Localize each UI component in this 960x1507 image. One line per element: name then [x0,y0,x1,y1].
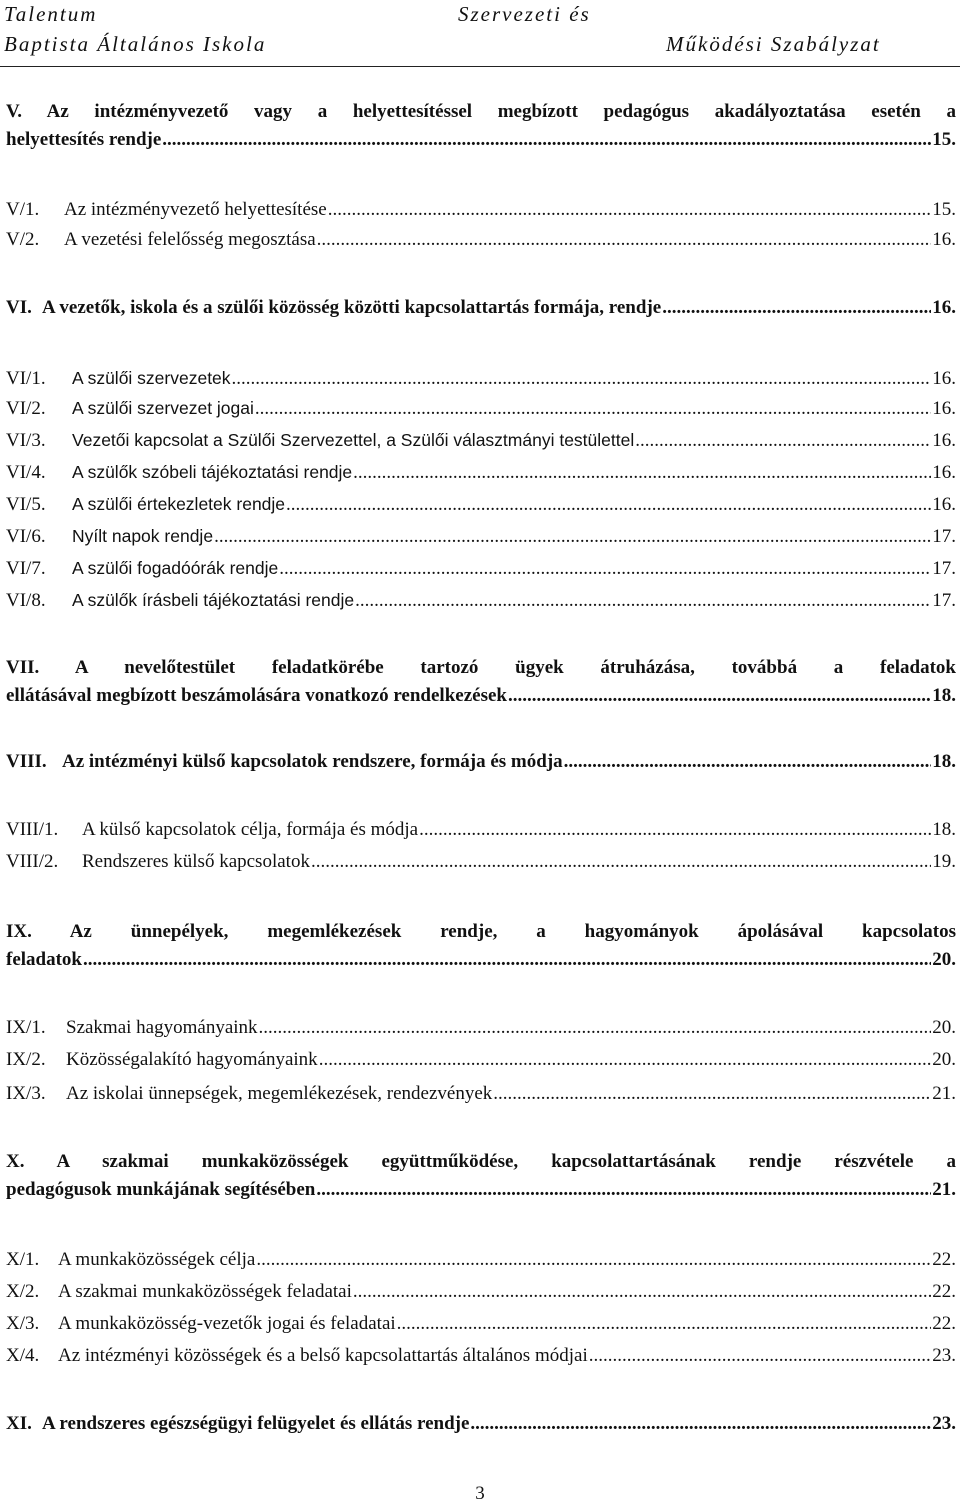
toc-entry-v-1[interactable]: V/1. Az intézményvezető helyettesítése ..... 15. [6,196,956,224]
header-right-line1: Szervezeti és [458,2,591,26]
toc-heading-line[interactable]: IX. Az ünnepélyek, megemlékezések rendje, a hagyományok ápolásával kapcsolatos [6,921,956,942]
toc-entry-v[interactable]: helyettesítés rendje ..... 15. [6,126,956,154]
toc-entry-x-4[interactable]: X/4. Az intézményi közösségek és a belső kapcsolattartás általános módjai ..... 23. [6,1342,956,1370]
toc-entry-vi-3[interactable]: VI/3. Vezetői kapcsolat a Szülői Szervezettel, a Szülői választmányi testülettel ..... 16. [6,426,956,454]
toc-entry-x[interactable]: pedagógusok munkájának segítésében ..... 21. [6,1176,956,1204]
toc-entry-vi-7[interactable]: VI/7. A szülői fogadóórák rendje ..... 17. [6,554,956,582]
toc-entry-vi-1[interactable]: VI/1. A szülői szervezetek ..... 16. [6,364,956,392]
toc-entry-ix[interactable]: feladatok ..... 20. [6,946,956,974]
toc-entry-vi-5[interactable]: VI/5. A szülői értekezletek rendje ..... 16. [6,490,956,518]
toc-entry-viii-1[interactable]: VIII/1. A külső kapcsolatok célja, formája és módja ..... 18. [6,816,956,844]
toc-entry-xi[interactable]: XI. A rendszeres egészségügyi felügyelet és ellátás rendje ..... 23. [6,1410,956,1438]
toc-entry-vi-4[interactable]: VI/4. A szülők szóbeli tájékoztatási rendje ..... 16. [6,458,956,486]
toc-entry-viii-2[interactable]: VIII/2. Rendszeres külső kapcsolatok ..... 19. [6,848,956,876]
toc-entry-vi-2[interactable]: VI/2. A szülői szervezet jogai ..... 16. [6,394,956,422]
toc-entry-ix-1[interactable]: IX/1. Szakmai hagyományaink ..... 20. [6,1014,956,1042]
header-left-line1: Talentum [4,2,98,26]
toc-heading-line[interactable]: V. Az intézményvezető vagy a helyettesítéssel megbízott pedagógus akadályoztatása esetén a [6,101,956,122]
toc-entry-v-2[interactable]: V/2. A vezetési felelősség megosztása ..... 16. [6,226,956,254]
toc-heading-line[interactable]: X. A szakmai munkaközösségek együttműködése, kapcsolattartásának rendje részvétele a [6,1151,956,1172]
toc-entry-vi-6[interactable]: VI/6. Nyílt napok rendje ..... 17. [6,522,956,550]
header-left-line2: Baptista Általános Iskola [4,32,267,56]
toc-entry-vii[interactable]: ellátásával megbízott beszámolására vonatkozó rendelkezések ..... 18. [6,682,956,710]
toc-entry-vi-8[interactable]: VI/8. A szülők írásbeli tájékoztatási rendje ..... 17. [6,586,956,614]
header-right-line2: Működési Szabályzat [666,32,881,56]
toc-entry-x-2[interactable]: X/2. A szakmai munkaközösségek feladatai ..... 22. [6,1278,956,1306]
toc-entry-x-3[interactable]: X/3. A munkaközösség-vezetők jogai és feladatai ..... 22. [6,1310,956,1338]
toc-entry-x-1[interactable]: X/1. A munkaközösségek célja ..... 22. [6,1246,956,1274]
header-divider [0,66,960,67]
toc-heading-line[interactable]: VII. A nevelőtestület feladatkörébe tartozó ügyek átruházása, továbbá a feladatok [6,657,956,678]
page-number: 3 [475,1483,485,1504]
toc-entry-viii[interactable]: VIII. Az intézményi külső kapcsolatok rendszere, formája és módja ..... 18. [6,748,956,776]
toc-entry-ix-2[interactable]: IX/2. Közösségalakító hagyományaink ..... 20. [6,1046,956,1074]
toc-entry-vi[interactable]: VI. A vezetők, iskola és a szülői közösség közötti kapcsolattartás formája, rendje ..... 16. [6,294,956,322]
toc-entry-ix-3[interactable]: IX/3. Az iskolai ünnepségek, megemlékezések, rendezvények ..... 21. [6,1080,956,1108]
page-header [0,0,960,66]
